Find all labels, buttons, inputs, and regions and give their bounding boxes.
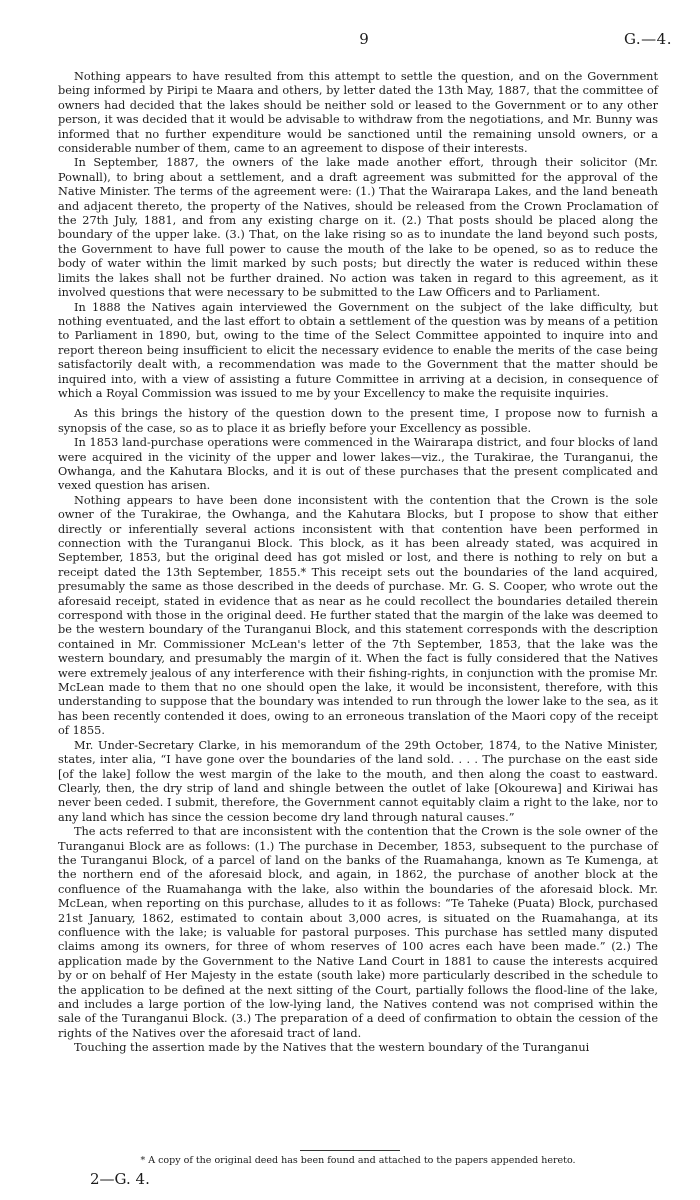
- footnote: * A copy of the original deed has been found and attached to the papers appended hereto.: [140, 1155, 576, 1166]
- paragraph: In September, 1887, the owners of the lake made another effort, through their solicitor (Mr. Pownall), to bring about a settlement, and a draft agreement was submitted for the approval of the Native Minister. The terms of the agreement were: (1.) That the Wairarapa Lakes, and the land beneath and adjacent thereto, the property of the Natives, should be released from the Crown Proclamation of the 27th July, 1881, and from any existing charge on it. (2.) That posts should be placed along the boundary of the upper lake. (3.) That, on the lake rising so as to inundate the land beyond such posts, the Government to have full power to cause the mouth of the lake to be opened, so as to reduce the body of water within the limit marked by such posts; but directly the water is reduced within these limits the lakes shall not be further drained. No action was taken in regard to this agreement, as it involved questions that were necessary to be submitted to the Law Officers and to Parliament.: [58, 156, 658, 300]
- footnote-divider: [300, 1150, 400, 1151]
- page-header: [56, 30, 672, 50]
- page-number: 9: [359, 30, 369, 48]
- paragraph: In 1888 the Natives again interviewed the Government on the subject of the lake difficulty, but nothing eventuated, and the last effort to obtain a settlement of the question was by means of a petition to Parliament in 1890, but, owing to the time of the Select Committee appointed to inquire into and report thereon being insufficient to elicit the necessary evidence to enable the merits of the case being satisfactorily dealt with, a recommendation was made to the Government that the matter should be inquired into, with a view of assisting a future Committee in arriving at a decision, in consequence of which a Royal Commission was issued to me by your Excellency to make the requisite inquiries.: [58, 300, 658, 400]
- paragraph: Nothing appears to have been done inconsistent with the contention that the Crown is the sole owner of the Turakirae, the Owhanga, and the Kahutara Blocks, but I propose to show that either directly or inferentially several actions inconsistent with that contention have been performed in connection with the Turanganui Block. This block, as it has been already stated, was acquired in September, 1853, but the original deed has got misled or lost, and there is nothing to rely on but a receipt dated the 13th September, 1855.* This receipt sets out the boundaries of the land acquired, presumably the same as those described in the deeds of purchase. Mr. G. S. Cooper, who wrote out the aforesaid receipt, stated in evidence that as near as he could recollect the boundaries detailed therein correspond with those in the original deed. He further stated that the margin of the lake was deemed to be the western boundary of the Turanganui Block, and this statement corresponds with the description contained in Mr. Commissioner McLean's letter of the 7th September, 1853, that the lake was the western boundary, and presumably the margin of it. When the fact is fully considered that the Natives were extremely jealous of any interference with their fishing-rights, in conjunction with the promise Mr. McLean made to them that no one should open the lake, it would be inconsistent, therefore, with this understanding to suppose that the boundary was intended to run through the lower lake to the sea, as it has been recently contended it does, owing to an erroneous translation of the Maori copy of the receipt of 1855.: [58, 493, 659, 738]
- document-code: G.—4.: [623, 30, 672, 48]
- paragraph: Mr. Under-Secretary Clarke, in his memorandum of the 29th October, 1874, to the Native Minister, states, inter alia, “I have gone over the boundaries of the land sold. . . . The purchase on the east side [of the lake] follow the west margin of the lake to the mouth, and then along the coast to eastward. Clearly, then, the dry strip of land and shingle between the outlet of lake [Okourewa] and Kiriwai has never been ceded. I submit, therefore, the Government cannot equitably claim a right to the lake, nor to any land which has since the cession become dry land through natural causes.”: [58, 738, 658, 824]
- body-text: [58, 70, 658, 1056]
- signature-mark: 2—G. 4.: [90, 1170, 150, 1188]
- paragraph: Nothing appears to have resulted from this attempt to settle the question, and on the Government being informed by Piripi te Maara and others, by letter dated the 13th May, 1887, that the committee of owners had decided that the lakes should be neither sold or leased to the Government or to any other person, it was decided that it would be advisable to withdraw from the negotiations, and Mr. Bunny was informed that no further expenditure would be sanctioned until the remaining unsold owners, or a considerable number of them, came to an agreement to dispose of their interests.: [58, 70, 658, 156]
- paragraph: The acts referred to that are inconsistent with the contention that the Crown is the sole owner of the Turanganui Block are as follows: (1.) The purchase in December, 1853, subsequent to the purchase of the Turanganui Block, of a parcel of land on the banks of the Ruamahanga, known as Te Kumenga, at the northern end of the aforesaid block, and again, in 1862, the purchase of another block at the confluence of the Ruamahanga with the lake, also within the boundaries of the aforesaid block. Mr. McLean, when reporting on this purchase, alludes to it as follows: “Te Taheke (Puata) Block, purchased 21st January, 1862, estimated to contain about 3,000 acres, is situated on the Ruamahanga, at its confluence with the lake; is valuable for pastoral purposes. This purchase has settled many disputed claims among its owners, for three of whom reserves of 100 acres each have been made.” (2.) The application made by the Government to the Native Land Court in 1881 to cause the interests acquired by or on behalf of Her Majesty in the estate (south lake) more particularly described in the schedule to the application to be defined at the next sitting of the Court, partially follows the flood-line of the lake, and includes a large portion of the low-lying land, the Natives contend was not comprised within the sale of the Turanganui Block. (3.) The preparation of a deed of confirmation to obtain the cession of the rights of the Natives over the aforesaid tract of land.: [58, 825, 658, 1040]
- paragraph: Touching the assertion made by the Natives that the western boundary of the Turanganui: [74, 1041, 590, 1055]
- paragraph: As this brings the history of the question down to the present time, I propose now to furnish a synopsis of the case, so as to place it as briefly before your Excellency as possible.: [58, 407, 658, 435]
- paragraph: In 1853 land-purchase operations were commenced in the Wairarapa district, and four blocks of land were acquired in the vicinity of the upper and lower lakes—viz., the Turakirae, the Turanganui, the Owhanga, and the Kahutara Blocks, and it is out of these purchases that the present complicated and vexed question has arisen.: [58, 436, 658, 493]
